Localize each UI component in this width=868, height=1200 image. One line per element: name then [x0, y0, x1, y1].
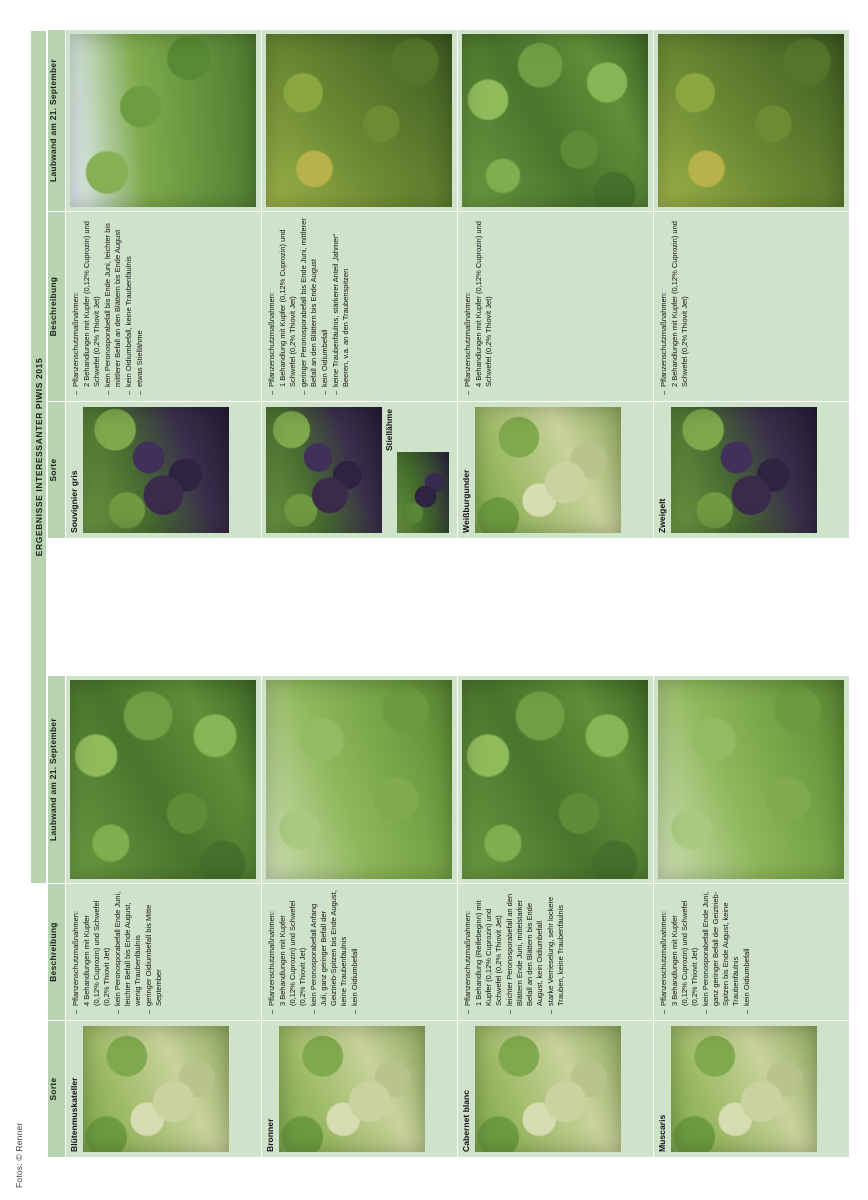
canopy-leaves-photo — [70, 680, 256, 879]
list-item: 2 Behandlungen mit Kupfer (0,12% Cuprozin) und Schwefel (0,2% Thiovit Jet) — [81, 221, 101, 387]
description-block — [66, 884, 171, 1020]
header-sorte-left: Sorte — [48, 1021, 66, 1158]
list-item: – Pflanzenschutzmaßnahmen: — [71, 218, 81, 395]
cell-spacer — [66, 539, 262, 676]
grape-cluster-dark-photo — [671, 407, 817, 533]
cell-beschreibung-zweigelt — [654, 212, 850, 402]
list-item: 3 Behandlungen mit Kupfer (0,12% Cuprozin) und Schwefel (0,2% Thiovit Jet) — [669, 900, 699, 1006]
sheet-title-banner: ERGEBNISSE INTERESSANTER PIWIS 2015 — [30, 30, 47, 884]
cell-laubwand-souvignier-gris — [66, 30, 262, 212]
results-table — [47, 29, 850, 1158]
cell-sorte-weissburgunder — [458, 402, 654, 539]
grape-cluster-dark-photo — [266, 407, 382, 533]
list-item: – kein Oidiumbefall — [742, 890, 752, 1014]
cell-beschreibung-bluetenmuskateller — [66, 884, 262, 1021]
list-item: 2 Behandlungen mit Kupfer (0,12% Cuprozin) und Schwefel (0,2% Thiovit Jet) — [669, 221, 689, 387]
list-item: – Pflanzenschutzmaßnahmen: — [659, 890, 669, 1014]
description-block — [654, 212, 697, 401]
table-header-row — [48, 30, 66, 1158]
canopy-leaves-photo — [266, 34, 452, 207]
header-beschreibung-left: Beschreibung — [48, 884, 66, 1021]
variety-name: Zweigelt — [657, 498, 667, 533]
cell-beschreibung-stiellaehme — [262, 212, 458, 402]
grape-cluster-pale-photo — [279, 1026, 425, 1152]
results-sheet — [30, 30, 830, 1158]
canopy-leaves-photo — [266, 680, 452, 879]
table-row — [66, 30, 262, 1158]
list-item: – keine Traubenfäulnis, stärkerer Anteil „lahmer“ Beeren, v.a. an den Traubenspitzen — [331, 218, 351, 395]
list-item: – etwas Stiellähme — [135, 218, 145, 395]
list-item: – leichter Peronosporabefall an den Blättern Ende Juni, mittelstarker Befall an den Blättern bis Ende August, kein Oidiumbefall — [505, 890, 545, 1014]
list-item: – kein Peronosporabefall bis Ende Juni, leichter bis mittlerer Befall an den Blättern bis Ende August — [103, 218, 123, 395]
description-block — [654, 884, 759, 1020]
variety-name: Weißburgunder — [461, 469, 471, 533]
cell-laubwand-zweigelt — [654, 30, 850, 212]
description-block — [262, 884, 367, 1020]
description-block — [458, 212, 501, 401]
cell-beschreibung-weissburgunder — [458, 212, 654, 402]
list-item: – Pflanzenschutzmaßnahmen: — [267, 218, 277, 395]
cell-laubwand-stiellaehme — [262, 30, 458, 212]
list-item: – Pflanzenschutzmaßnahmen: — [463, 218, 473, 395]
canopy-leaves-photo — [70, 34, 256, 207]
cell-sorte-zweigelt — [654, 402, 850, 539]
header-laubwand-right: Laubwand am 21. September — [48, 30, 66, 212]
list-item: – kein Peronosporabefall Ende Juni, leichter Befall bis Ende August, wenig Traubenfäulnis — [113, 890, 143, 1014]
cell-beschreibung-souvignier-gris — [66, 212, 262, 402]
table-row — [262, 30, 458, 1158]
cell-sorte-bluetenmuskateller — [66, 1021, 262, 1158]
list-item: – starke Verrieselung, sehr lockere Trauben, keine Traubenfäulnis — [546, 890, 566, 1014]
cell-spacer — [262, 539, 458, 676]
list-item: – kein Oidiumbefall, keine Traubenfäulnis — [124, 218, 134, 395]
canopy-leaves-photo — [462, 680, 648, 879]
cell-spacer — [654, 539, 850, 676]
header-laubwand-left: Laubwand am 21. September — [48, 676, 66, 884]
list-item: – Pflanzenschutzmaßnahmen: — [267, 890, 277, 1014]
cell-laubwand-muscaris — [654, 676, 850, 884]
cell-beschreibung-cabernet-blanc — [458, 884, 654, 1021]
list-item: 3 Behandlungen mit Kupfer (0,12% Cuprozin) und Schwefel (0,2% Thiovit Jet) — [277, 900, 307, 1006]
variety-name: Bronner — [265, 1118, 275, 1152]
cell-spacer — [458, 539, 654, 676]
description-block — [262, 212, 358, 401]
cell-laubwand-bluetenmuskateller — [66, 676, 262, 884]
cell-sorte-souvignier-gris — [66, 402, 262, 539]
grape-cluster-dark-photo — [83, 407, 229, 533]
variety-subcaption: Stiellähme — [384, 409, 394, 451]
grape-cluster-pale-photo — [475, 1026, 621, 1152]
description-block — [66, 212, 152, 401]
canopy-leaves-photo — [658, 680, 844, 879]
list-item: 1 Behandlung mit Kupfer (0,12% Cuprozin) und Schwefel (0,2% Thiovit Jet) — [277, 229, 297, 387]
variety-name: Muscaris — [657, 1114, 667, 1152]
cell-sorte-cabernet-blanc — [458, 1021, 654, 1158]
grape-cluster-pale-photo — [671, 1026, 817, 1152]
list-item: – geringer Oidiumbefall bis Mitte September — [144, 890, 164, 1014]
cell-sorte-muscaris — [654, 1021, 850, 1158]
list-item: – kein Oidiumbefall — [350, 890, 360, 1014]
list-item: – kein Peronosporabefall Anfang Juli, ganz geringer Befall der Geiztrieb-Spitzen bis Ende August, keine Traubenfäulnis — [309, 890, 349, 1014]
header-sorte-right: Sorte — [48, 402, 66, 539]
variety-name: Blütenmuskateller — [69, 1077, 79, 1152]
list-item: – Pflanzenschutzmaßnahmen: — [659, 218, 669, 395]
cell-laubwand-weissburgunder — [458, 30, 654, 212]
grape-cluster-stiellaehme-photo — [397, 452, 449, 533]
list-item: 4 Behandlungen mit Kupfer (0,12% Cuprozin) und Schwefel (0,2% Thiovit Jet) — [81, 900, 111, 1006]
list-item: 1 Behandlung (Reifebeginn) mit Kupfer (0,12% Cuprozin) und Schwefel (0,2% Thiovit Jet) — [473, 900, 503, 1006]
variety-name: Cabernet blanc — [461, 1089, 471, 1152]
list-item: – kein Oidiumbefall — [320, 218, 330, 395]
cell-sorte-stiellaehme — [262, 402, 458, 539]
header-spacer — [48, 539, 66, 676]
description-block — [458, 884, 573, 1020]
canopy-leaves-photo — [462, 34, 648, 207]
list-item: – Pflanzenschutzmaßnahmen: — [71, 890, 81, 1014]
cell-beschreibung-muscaris — [654, 884, 850, 1021]
cell-laubwand-cabernet-blanc — [458, 676, 654, 884]
cell-laubwand-bronner — [262, 676, 458, 884]
list-item: 4 Behandlungen mit Kupfer (0,12% Cuprozin) und Schwefel (0,2% Thiovit Jet) — [473, 221, 493, 387]
list-item: – Pflanzenschutzmaßnahmen: — [463, 890, 473, 1014]
grape-cluster-pale-photo — [475, 407, 621, 533]
header-beschreibung-right: Beschreibung — [48, 212, 66, 402]
table-row — [458, 30, 654, 1158]
variety-name: Souvignier gris — [69, 470, 79, 533]
table-row — [654, 30, 850, 1158]
photo-credit: Fotos: © Renner — [14, 1122, 24, 1188]
list-item: – geringer Peronosporabefall bis Ende Juni, mittlerer Befall an den Blättern bis Ende August — [299, 218, 319, 395]
cell-beschreibung-bronner — [262, 884, 458, 1021]
canopy-leaves-photo — [658, 34, 844, 207]
list-item: – kein Peronosporabefall Ende Juni, ganz geringer Befall der Geiztrieb-Spitzen bis Ende August, keine Traubenfäulnis — [701, 890, 741, 1014]
grape-cluster-pale-photo — [83, 1026, 229, 1152]
cell-sorte-bronner — [262, 1021, 458, 1158]
